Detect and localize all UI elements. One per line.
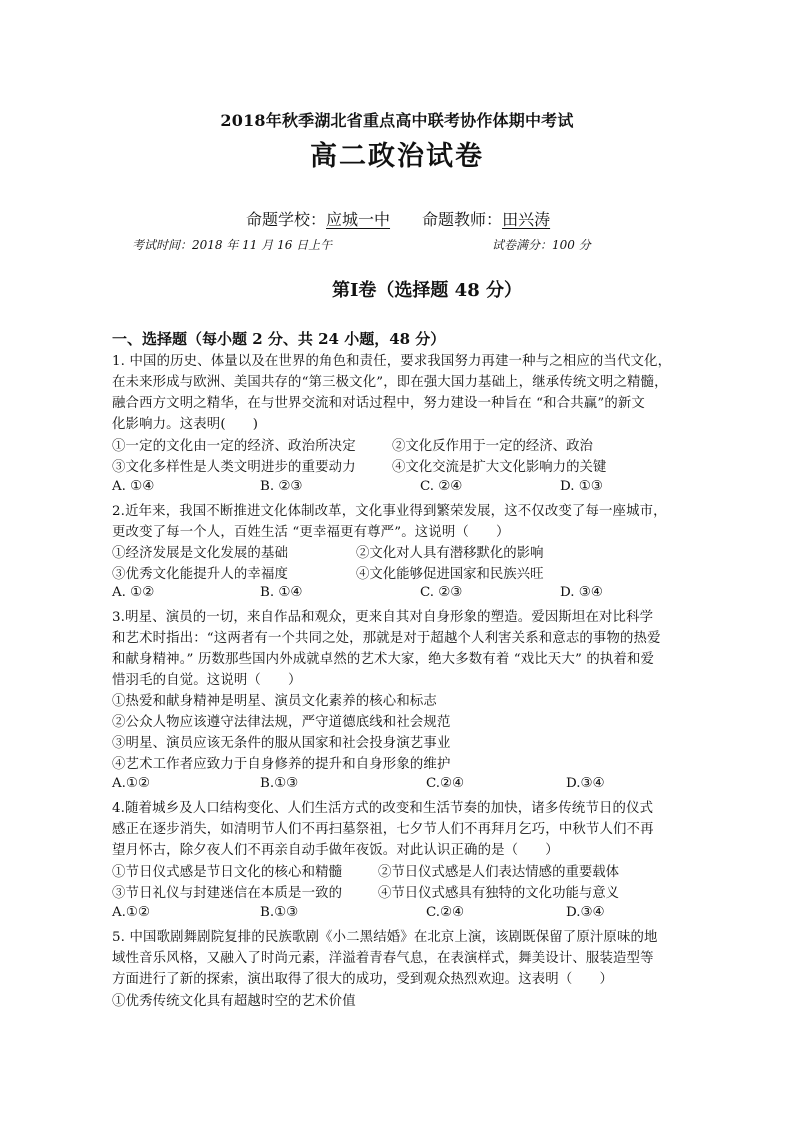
author-info [246, 207, 550, 230]
question-3-choice-c: C.②④ [426, 776, 465, 791]
question-4-choice-d: D.③④ [566, 905, 605, 920]
question-1-line: 化影响力。这表明( ) [112, 417, 259, 432]
question-3-choice-a: A.①② [112, 776, 150, 791]
question-3-statement: ②公众人物应该遵守法律法规，严守道德底线和社会规范 [112, 715, 451, 730]
question-1-choice-d: D. ①③ [560, 479, 603, 494]
exam-subtitle: 高二政治试卷 [310, 141, 484, 172]
question-1-line: 融合西方文明之精华，在与世界交流和对话过程中，努力建设一种旨在 “和合共赢”的新文 [112, 396, 645, 411]
question-2-line: 更改变了每一个人，百姓生活 “更幸福更有尊严”。这说明（ ） [112, 525, 510, 540]
question-1-choice-c: C. ②④ [420, 479, 463, 494]
question-2-statement: ②文化对人具有潜移默化的影响 [356, 546, 544, 561]
question-2-choice-a: A. ①② [112, 585, 155, 600]
question-4-statement: ④节日仪式感具有独特的文化功能与意义 [378, 886, 620, 901]
question-4-line: 望月怀古，除夕夜人们不再亲自动手做年夜饭。对此认识正确的是（ ） [112, 843, 559, 858]
question-1-statement: ②文化反作用于一定的经济、政治 [392, 439, 593, 454]
question-4-choice-c: C.②④ [426, 905, 465, 920]
question-3-line: 3.明星、演员的一切，来自作品和观众，更来自其对自身形象的塑造。爱因斯坦在对比科学 [112, 610, 654, 625]
question-3-line: 和献身精神。” 历数那些国内外成就卓然的艺术大家，绝大多数有着 “戏比天大” 的执着和爱 [112, 652, 655, 667]
question-5-line: 域性音乐风格，又融入了时尚元素，洋溢着青春气息，在表演样式，舞美设计、服装造型等 [112, 951, 654, 966]
question-4-statement: ①节日仪式感是节日文化的核心和精髓 [112, 865, 343, 880]
question-4-statement: ③节日礼仪与封建迷信在本质是一致的 [112, 886, 343, 901]
question-3-line: 惜羽毛的自觉。这说明（ ） [112, 673, 302, 688]
question-3-statement: ①热爱和献身精神是明星、演员文化素养的核心和标志 [112, 694, 437, 709]
exam-time: 考试时间：2018 年 11 月 16 日上午 [132, 238, 333, 252]
school-name: 应城一中 [326, 210, 391, 229]
question-3-choice-d: D.③④ [566, 776, 605, 791]
teacher-name: 田兴涛 [502, 210, 551, 229]
question-3-statement: ④艺术工作者应致力于自身修养的提升和自身形象的维护 [112, 757, 451, 772]
question-1-statement: ④文化交流是扩大文化影响力的关键 [392, 460, 607, 475]
teacher-label: 命题教师： [422, 210, 503, 229]
exam-title: 2018年秋季湖北省重点高中联考协作体期中考试 [220, 111, 574, 130]
question-4-choice-a: A.①② [112, 905, 150, 920]
question-2-choice-c: C. ②③ [420, 585, 463, 600]
question-4-statement: ②节日仪式感是人们表达情感的重要载体 [378, 865, 620, 880]
question-1-statement: ③文化多样性是人类文明进步的重要动力 [112, 460, 356, 475]
question-5-line: 5. 中国歌剧舞剧院复排的民族歌剧《小二黑结婚》在北京上演，该剧既保留了原汁原味的地 [112, 930, 658, 945]
full-score: 试卷满分：100 分 [492, 238, 591, 252]
question-3-choice-b: B.①③ [260, 776, 299, 791]
question-5-statement: ①优秀传统文化具有超越时空的艺术价值 [112, 994, 356, 1009]
question-2-choice-b: B. ①④ [260, 585, 303, 600]
question-2-statement: ③优秀文化能提升人的幸福度 [112, 567, 289, 582]
question-5-line: 方面进行了新的探索，演出取得了很大的成功，受到观众热烈欢迎。这表明（ ） [112, 972, 614, 987]
question-4-line: 感正在逐步消失，如清明节人们不再扫墓祭祖，七夕节人们不再拜月乞巧，中秋节人们不再 [112, 822, 654, 837]
section-title: 一、选择题（每小题 2 分、共 24 小题，48 分） [112, 330, 446, 348]
question-3-statement: ③明星、演员应该无条件的服从国家和社会投身演艺事业 [112, 736, 451, 751]
question-2-choice-d: D. ③④ [560, 585, 603, 600]
question-1-line: 在未来形成与欧洲、美国共存的“第三极文化”，即在强大国力基础上，继承传统文明之精髓， [112, 375, 668, 390]
question-3-line: 和艺术时指出：“这两者有一个共同之处，那就是对于超越个人利害关系和意志的事物的热爱 [112, 631, 661, 646]
school-label: 命题学校： [246, 210, 327, 229]
question-1-choice-a: A. ①④ [112, 479, 155, 494]
question-4-line: 4.随着城乡及人口结构变化、人们生活方式的改变和生活节奏的加快，诸多传统节日的仪式 [112, 801, 654, 816]
question-1-line: 1. 中国的历史、体量以及在世界的角色和责任，要求我国努力再建一种与之相应的当代文化， [112, 354, 672, 369]
question-2-statement: ①经济发展是文化发展的基础 [112, 546, 289, 561]
question-1-choice-b: B. ②③ [260, 479, 303, 494]
part-title: 第Ⅰ卷（选择题 48 分） [331, 280, 522, 301]
question-2-line: 2.近年来，我国不断推进文化体制改革，文化事业得到繁荣发展，这不仅改变了每一座城市， [112, 504, 667, 519]
question-1-statement: ①一定的文化由一定的经济、政治所决定 [112, 439, 356, 454]
question-4-choice-b: B.①③ [260, 905, 299, 920]
question-2-statement: ④文化能够促进国家和民族兴旺 [356, 567, 544, 582]
